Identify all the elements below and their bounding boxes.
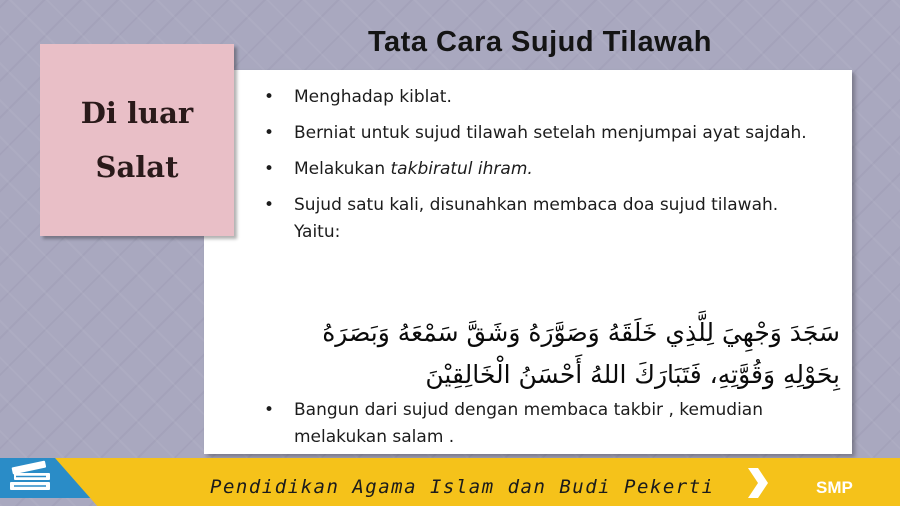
chevron-right-icon bbox=[746, 468, 768, 498]
step-item bbox=[264, 192, 824, 246]
book-stack-icon bbox=[6, 458, 58, 496]
context-line-1: Di luar bbox=[80, 96, 194, 130]
context-line-2: Salat bbox=[95, 150, 179, 184]
step-item-last bbox=[264, 397, 824, 451]
footer-subject: Pendidikan Agama Islam dan Budi Pekerti bbox=[210, 476, 715, 498]
steps-list bbox=[264, 84, 824, 246]
level-badge: SMP bbox=[816, 478, 853, 497]
context-box bbox=[40, 44, 234, 236]
step-text: Menghadap kiblat. bbox=[294, 87, 452, 107]
step-italic-term: takbiratul ihram. bbox=[390, 159, 533, 179]
step-text: Bangun dari sujud dengan membaca takbir , kemudian melakukan salam . bbox=[294, 400, 763, 447]
step-item bbox=[264, 156, 824, 183]
step-item bbox=[264, 120, 824, 147]
step-text: Berniat untuk sujud tilawah setelah menjumpai ayat sajdah. bbox=[294, 123, 807, 143]
step-text: Melakukan bbox=[294, 159, 391, 179]
slide-title: Tata Cara Sujud Tilawah bbox=[367, 26, 712, 58]
step-text: Sujud satu kali, disunahkan membaca doa sujud tilawah. Yaitu: bbox=[294, 195, 779, 242]
doa-arabic-text: سَجَدَ وَجْهِيَ لِلَّذِي خَلَقَهُ وَصَوَّرَهُ وَشَقَّ سَمْعَهُ وَبَصَرَهُ بِحَوْلِهِ وَقُوَّتِهِ، فَتَبَارَكَ اللهُ أَحْسَنُ الْخَالِقِيْنَ bbox=[322, 318, 840, 389]
step-item bbox=[264, 84, 824, 111]
bullet: • bbox=[264, 400, 275, 420]
